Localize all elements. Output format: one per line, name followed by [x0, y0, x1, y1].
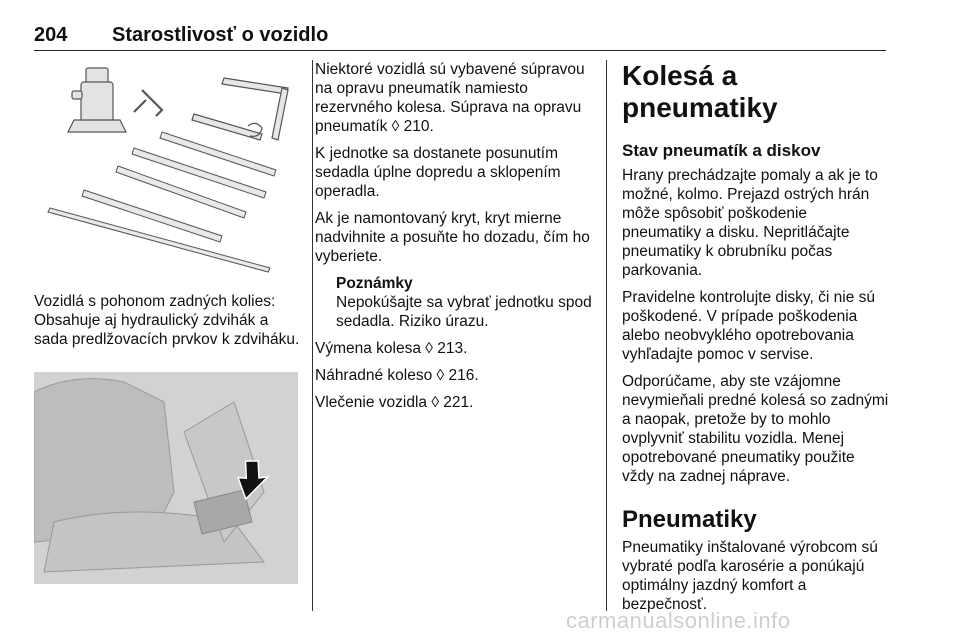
- extension-rods-icon: [48, 132, 276, 272]
- section-title-tyres: Pneumatiky: [622, 506, 757, 533]
- hydraulic-jack-icon: [68, 68, 126, 132]
- access-paragraph: K jednotke sa dostanete posunutím sedadla úplne dopredu a sklopením operadla.: [315, 145, 561, 200]
- page-number: 204: [34, 24, 68, 46]
- ref-towing[interactable]: Vlečenie vozidla ◊ 221.: [315, 394, 474, 411]
- kit-paragraph: Niektoré vozidlá sú vybavené súpravou na opravu pneumatík namiesto rezervného kolesa. Súprava na opravu pneumatík ◊ 210.: [315, 61, 585, 135]
- note-text: Nepokúšajte sa vybrať jednotku spod sedadla. Riziko úrazu.: [336, 294, 592, 330]
- ref-wheel-change[interactable]: Výmena kolesa ◊ 213.: [315, 340, 468, 357]
- cover-paragraph: Ak je namontovaný kryt, kryt mierne nadvihnite a posuňte ho dozadu, čím ho vyberiete.: [315, 210, 590, 265]
- column-divider-right: [606, 60, 607, 611]
- section-title-wheels-tyres: Kolesá a pneumatiky: [622, 60, 778, 123]
- jack-tools-illustration: [34, 60, 298, 275]
- edges-paragraph: Hrany prechádzajte pomaly a ak je to možné, kolmo. Prejazd ostrých hrán môže spôsobiť poškodenie pneumatiky a disku. Nepritláčajte pneumatiky k obrubníku počas parkovania.: [622, 167, 878, 279]
- swap-paragraph: Odporúčame, aby ste vzájomne nevymieňali predné kolesá so zadnými a naopak, pretože by to mohlo ovplyvniť stabilitu vozidla. Menej opotrebované pneumatiky použite vždy na zadnej náprave.: [622, 373, 889, 485]
- note-title: Poznámky: [336, 275, 413, 292]
- jack-handle-icon: [134, 90, 162, 116]
- right-column: [622, 60, 890, 622]
- page-header: [34, 24, 886, 52]
- check-rims-paragraph: Pravidelne kontrolujte disky, či nie sú poškodené. V prípade poškodenia alebo neobvyklého opotrebovania vyhľadajte pomoc v servise.: [622, 289, 876, 363]
- jack-caption-text: Vozidlá s pohonom zadných kolies: Obsahuje aj hydraulický zdvihák a sada predlžovacích prvkov k zdviháku.: [34, 293, 300, 348]
- header-divider: [34, 50, 886, 51]
- chapter-title: Starostlivosť o vozidlo: [112, 24, 329, 46]
- subsection-title-condition: Stav pneumatík a diskov: [622, 141, 821, 160]
- column-divider-left: [312, 60, 313, 611]
- ref-spare-wheel[interactable]: Náhradné koleso ◊ 216.: [315, 367, 479, 384]
- tyres-paragraph: Pneumatiky inštalované výrobcom sú vybraté podľa karosérie a ponúkajú optimálny jazdný komfort a bezpečnosť.: [622, 539, 878, 613]
- jack-caption: [34, 292, 302, 349]
- seat-shape: [34, 379, 264, 572]
- note-block: [315, 274, 595, 331]
- seat-illustration: [34, 372, 298, 584]
- wheel-brace-icon: [192, 78, 288, 140]
- watermark: carmanualsonline.info: [566, 608, 791, 633]
- middle-column: [315, 60, 595, 420]
